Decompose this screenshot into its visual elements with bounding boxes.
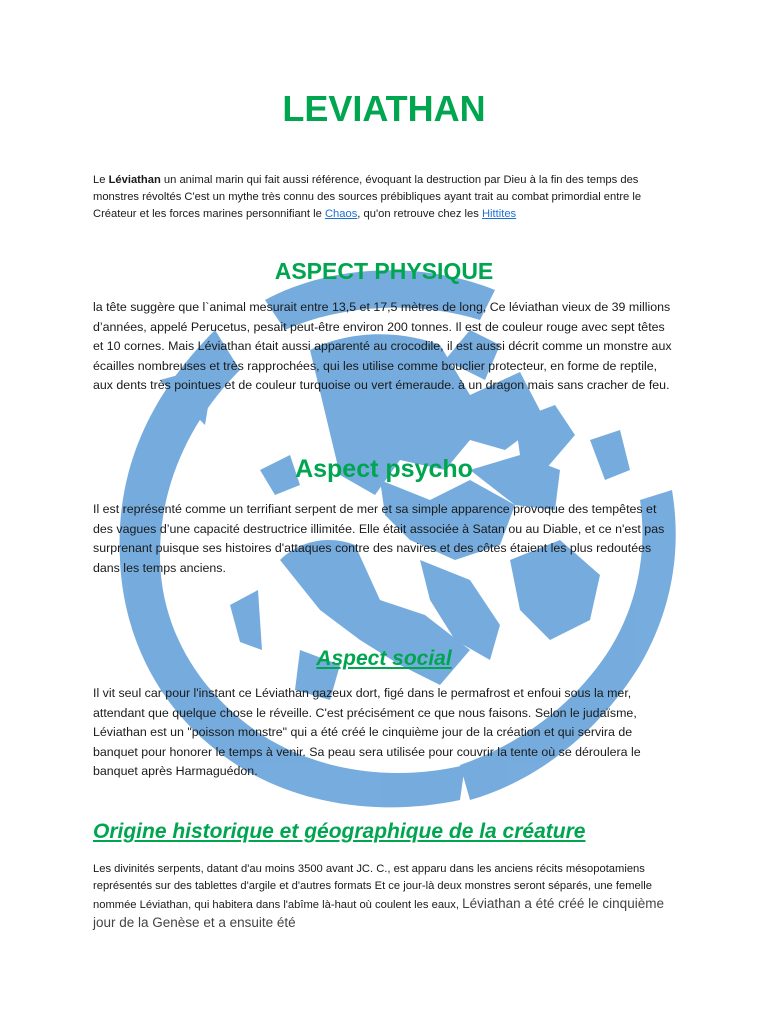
paragraph-social: Il vit seul car pour l'instant ce Léviathan gazeux dort, figé dans le permafrost et enfoui sous la mer, attendant que quelque chose le réveille. C'est précisément ce que nous faisons. Selon le judaïsme, Léviathan est un "poisson monstre" qui a été créé le cinquième jour de la création et qui servira de banquet pour honorer le temps à venir. Sa peau sera utilisée pour couvrir la tente où se déroulera le banquet après Harmaguédon. — [93, 686, 641, 778]
origine-text: Les divinités serpents, datant d'au moins 3500 avant JC. C., est apparu dans les anciens récits mésopotamiens représentés sur des tablettes d'argile et d'autres formats Et ce jour-là deux monstres seront séparés, une femelle nommée Léviathan, qui habitera dans l'abîme là-haut où coulent les eaux, — [93, 863, 652, 911]
paragraph-origine — [93, 861, 678, 933]
heading-origine: Origine historique et géographique de la créature — [93, 820, 586, 843]
intro-lead: Le — [93, 174, 109, 186]
heading-aspect-psycho: Aspect psycho — [295, 455, 473, 483]
heading-aspect-physique: ASPECT PHYSIQUE — [274, 258, 494, 284]
origine-tail: Léviathan a été créé le cinquième jour de la Genèse et a ensuite été — [93, 896, 664, 930]
chaos-link[interactable]: Chaos — [324, 208, 358, 220]
intro-mid: , qu'on retrouve chez les — [357, 208, 482, 220]
document-title: LEVIATHAN — [282, 88, 486, 129]
intro-text: un animal marin qui fait aussi référence, évoquant la destruction par Dieu à la fin des temps des monstres révoltés C'est un mythe très connu des sources prébibliques ayant trait au combat primordial entre le Créateur et les forces marines personnifiant le — [93, 174, 642, 220]
intro-paragraph — [93, 172, 678, 223]
intro-name: Léviathan — [108, 174, 161, 186]
paragraph-psycho: Il est représenté comme un terrifiant serpent de mer et sa simple apparence provoque des tempêtes et des vagues d’une capacité destructrice illimitée. Elle était associée à Satan ou au Diable, et ce n'est pas surprenant puisque ses histoires d'attaques contre des navires et des côtes étaient les plus redoutées dans les temps anciens. — [93, 502, 665, 575]
heading-aspect-social: Aspect social — [316, 647, 452, 670]
paragraph-physique: la tête suggère que l`animal mesurait entre 13,5 et 17,5 mètres de long, Ce léviathan vieux de 39 millions d’années, appelé Perucetus, pesait peut-être environ 200 tonnes. Il est de couleur rouge avec sept têtes et 10 cornes. Mais Léviathan était aussi apparenté au crocodile, il est aussi décrit comme un monstre aux écailles nombreuses et très rapprochées, qui les utilise comme bouclier protecteur, en forme de reptile, aux dents très pointues et de couleur turquoise ou vert émeraude. à un dragon mais sans cracher de feu. — [93, 300, 672, 392]
hittites-link[interactable]: Hittites — [481, 208, 517, 220]
